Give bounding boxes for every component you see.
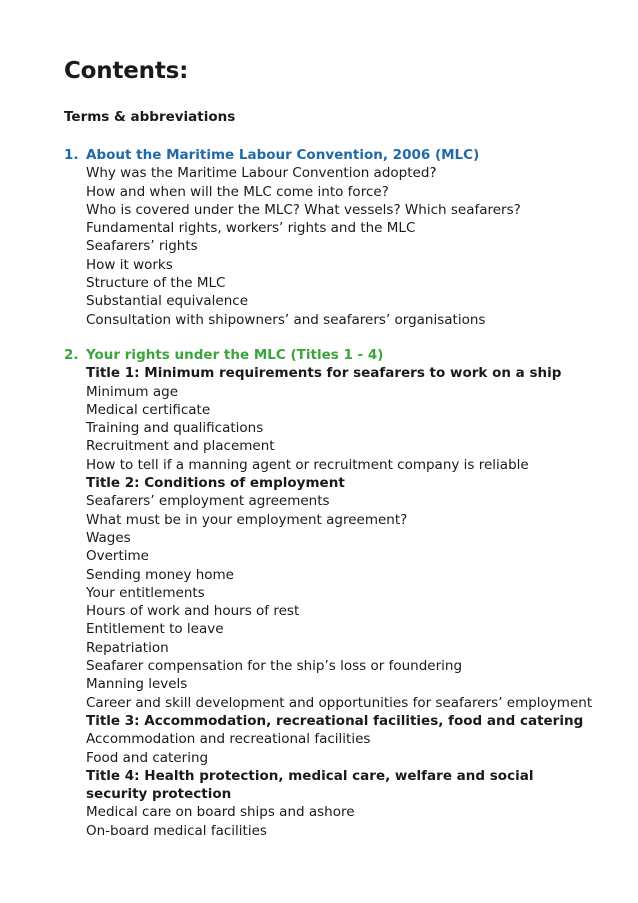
toc-entry[interactable]: Hours of work and hours of rest — [86, 603, 300, 620]
toc-entry[interactable]: Why was the Maritime Labour Convention adopted? — [86, 165, 437, 182]
section-number: 2. — [64, 347, 79, 363]
toc-entry[interactable]: What must be in your employment agreement? — [86, 511, 408, 528]
toc-entry[interactable]: Repatriation — [86, 639, 169, 656]
page-title: Contents: — [64, 58, 189, 84]
section-title: About the Maritime Labour Convention, 2006 (MLC) — [86, 147, 480, 163]
toc-entry[interactable]: Seafarers’ employment agreements — [86, 493, 330, 510]
toc-entry[interactable]: Fundamental rights, workers’ rights and the MLC — [86, 220, 416, 237]
toc-entry[interactable]: Who is covered under the MLC? What vessels? Which seafarers? — [86, 201, 521, 218]
terms-link[interactable]: Terms & abbreviations — [64, 109, 236, 125]
section-title: Your rights under the MLC (Titles 1 - 4) — [86, 347, 384, 363]
toc-entry[interactable]: Training and qualifications — [86, 420, 264, 437]
section-2-heading[interactable] — [64, 346, 592, 364]
toc-entry[interactable]: How it works — [86, 256, 173, 273]
subsection-title[interactable]: Title 1: Minimum requirements for seafarers to work on a ship — [86, 365, 562, 382]
section-2-items — [86, 364, 592, 840]
toc-entry[interactable]: Entitlement to leave — [86, 621, 224, 638]
toc-entry[interactable]: Medical certificate — [86, 401, 211, 418]
toc-entry[interactable]: Structure of the MLC — [86, 275, 226, 292]
toc-entry[interactable]: Sending money home — [86, 566, 234, 583]
section-1-items — [86, 164, 521, 329]
toc-entry[interactable]: How to tell if a manning agent or recruitment company is reliable — [86, 456, 529, 473]
subsection-title[interactable]: Title 2: Conditions of employment — [86, 475, 345, 492]
toc-entry[interactable]: Manning levels — [86, 676, 188, 693]
toc-entry[interactable]: On-board medical facilities — [86, 822, 267, 839]
toc-entry[interactable]: Minimum age — [86, 383, 179, 400]
toc-entry[interactable]: Consultation with shipowners’ and seafarers’ organisations — [86, 311, 486, 328]
toc-entry[interactable]: Food and catering — [86, 749, 209, 766]
subsection-title[interactable]: Title 3: Accommodation, recreational facilities, food and catering — [86, 712, 584, 729]
toc-entry[interactable]: Overtime — [86, 548, 149, 565]
toc-entry[interactable]: Recruitment and placement — [86, 438, 275, 455]
subsection-title[interactable]: Title 4: Health protection, medical care, welfare and social — [86, 767, 534, 784]
section-2 — [64, 346, 592, 840]
toc-entry[interactable]: Substantial equivalence — [86, 293, 248, 310]
toc-entry[interactable]: How and when will the MLC come into force? — [86, 183, 389, 200]
section-1-heading[interactable] — [64, 146, 521, 164]
toc-entry[interactable]: Career and skill development and opportunities for seafarers’ employment — [86, 694, 593, 711]
section-1 — [64, 146, 521, 329]
toc-entry[interactable]: Seafarers’ rights — [86, 238, 198, 255]
toc-entry[interactable]: Accommodation and recreational facilities — [86, 731, 371, 748]
toc-entry[interactable]: Seafarer compensation for the ship’s loss or foundering — [86, 658, 463, 675]
subsection-title-continued[interactable]: security protection — [86, 786, 232, 803]
toc-entry[interactable]: Your entitlements — [86, 584, 205, 601]
section-number: 1. — [64, 147, 79, 163]
toc-entry[interactable]: Wages — [86, 529, 131, 546]
toc-entry[interactable]: Medical care on board ships and ashore — [86, 804, 355, 821]
